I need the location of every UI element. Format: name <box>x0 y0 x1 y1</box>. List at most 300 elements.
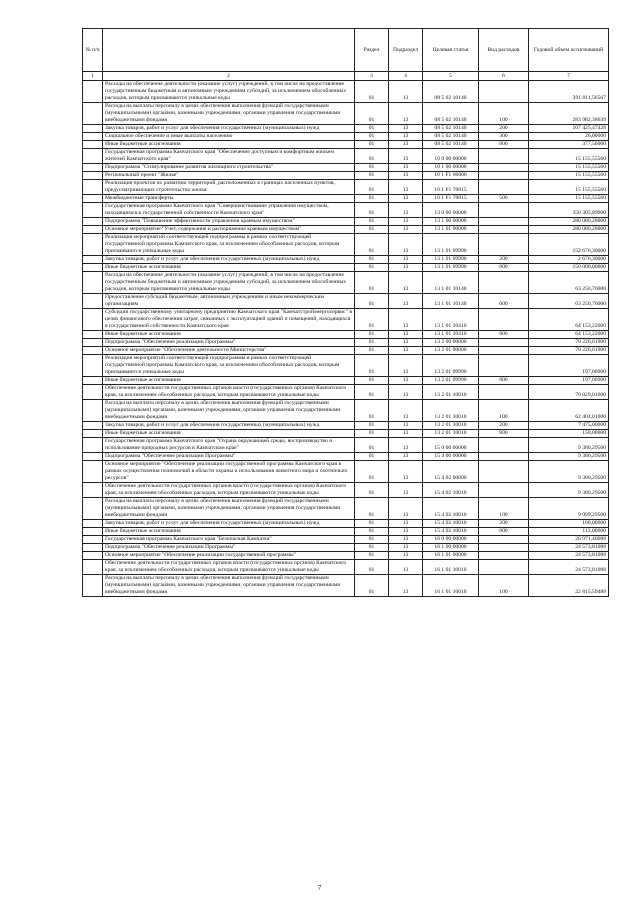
row-razdel: 01 <box>355 195 389 203</box>
row-amount: 63 250,76000 <box>529 294 609 309</box>
row-num <box>83 164 103 172</box>
header-razdel: Раздел <box>355 29 389 72</box>
row-podrazdel: 13 <box>389 377 423 385</box>
row-name: Обеспечение деятельности государственных органов власти (государственных органов) Камчатского края, за исключением обособленных расходов, которым присваиваются уникальные коды <box>103 483 355 498</box>
header-target-article: Целевая статья <box>423 29 479 72</box>
table-row <box>83 125 609 133</box>
row-num <box>83 400 103 422</box>
row-expense-type: 300 <box>479 133 529 141</box>
row-num <box>83 498 103 520</box>
row-podrazdel: 13 <box>389 294 423 309</box>
row-podrazdel: 13 <box>389 203 423 218</box>
row-name: Закупка товаров, работ и услуг для обеспечения государственных (муниципальных) нужд <box>103 422 355 430</box>
row-amount: 15 155,55560 <box>529 195 609 203</box>
row-razdel: 01 <box>355 461 389 483</box>
row-razdel: 01 <box>355 453 389 461</box>
row-expense-type <box>479 483 529 498</box>
row-podrazdel: 13 <box>389 520 423 528</box>
row-target-article: 13 1 01 09990 <box>423 234 479 256</box>
row-podrazdel: 13 <box>389 234 423 256</box>
row-podrazdel: 13 <box>389 536 423 544</box>
row-amount: 283 982,38639 <box>529 103 609 125</box>
row-name: Подпрограмма "Обеспечение реализации Программы" <box>103 339 355 347</box>
table-row <box>83 309 609 331</box>
row-num <box>83 528 103 536</box>
row-target-article: 16 0 00 00000 <box>423 536 479 544</box>
row-amount: 150 000,00000 <box>529 264 609 272</box>
row-num <box>83 552 103 560</box>
row-razdel: 01 <box>355 355 389 377</box>
row-podrazdel: 13 <box>389 339 423 347</box>
table-row <box>83 195 609 203</box>
row-podrazdel: 13 <box>389 226 423 234</box>
row-num <box>83 125 103 133</box>
row-razdel: 01 <box>355 560 389 575</box>
row-target-article: 08 5 02 10140 <box>423 125 479 133</box>
header-name <box>103 29 355 72</box>
row-target-article: 15 4 02 10010 <box>423 498 479 520</box>
row-target-article: 13 1 01 09990 <box>423 264 479 272</box>
row-amount: 9 380,29500 <box>529 483 609 498</box>
row-num <box>83 172 103 180</box>
row-amount: 197,60900 <box>529 377 609 385</box>
row-amount: 113,00000 <box>529 528 609 536</box>
row-razdel: 01 <box>355 309 389 331</box>
row-num <box>83 355 103 377</box>
table-row <box>83 453 609 461</box>
row-target-article: 15 4 02 10010 <box>423 483 479 498</box>
row-name: Подпрограмма "Обеспечение реализации Программы" <box>103 544 355 552</box>
row-target-article: 10 1 F1 00000 <box>423 172 479 180</box>
row-name: Социальное обеспечение и иные выплаты населению <box>103 133 355 141</box>
row-num <box>83 483 103 498</box>
row-name: Иные бюджетные ассигнования <box>103 377 355 385</box>
row-num <box>83 377 103 385</box>
row-amount: 9 380,29500 <box>529 438 609 453</box>
row-num <box>83 339 103 347</box>
row-podrazdel: 13 <box>389 180 423 195</box>
row-razdel: 01 <box>355 331 389 339</box>
row-name: Основное мероприятие "Обеспечение реализации государственной программы" <box>103 552 355 560</box>
row-amount: 24 573,81088 <box>529 544 609 552</box>
row-razdel: 01 <box>355 438 389 453</box>
row-name: Реализация проектов по развитию территорий, расположенных в границах населенных пунктов, предусматривающих строительство жилья <box>103 180 355 195</box>
row-amount: 26,00000 <box>529 133 609 141</box>
row-expense-type: 100 <box>479 103 529 125</box>
row-expense-type: 100 <box>479 575 529 597</box>
row-podrazdel: 13 <box>389 552 423 560</box>
table-row <box>83 498 609 520</box>
row-name: Государственная программа Камчатского края "Охрана окружающей среды, воспроизводство и использование природных ресурсов в Камчатском крае" <box>103 438 355 453</box>
table-row <box>83 483 609 498</box>
row-podrazdel: 13 <box>389 164 423 172</box>
row-num <box>83 520 103 528</box>
row-expense-type <box>479 180 529 195</box>
row-name: Расходы на выплаты персоналу в целях обеспечения выполнения функций государственными (муниципальными) органами, казенными учреждениями, органами управления государственными внебюджетными фондами <box>103 400 355 422</box>
row-amount: 15 155,55560 <box>529 149 609 164</box>
row-razdel: 01 <box>355 264 389 272</box>
row-target-article: 13 2 00 00000 <box>423 339 479 347</box>
row-razdel: 01 <box>355 226 389 234</box>
table-row <box>83 575 609 597</box>
row-podrazdel: 13 <box>389 347 423 355</box>
table-row <box>83 180 609 195</box>
row-razdel: 01 <box>355 422 389 430</box>
row-num <box>83 141 103 149</box>
row-razdel: 01 <box>355 483 389 498</box>
row-podrazdel: 13 <box>389 195 423 203</box>
table-row <box>83 536 609 544</box>
row-expense-type <box>479 203 529 218</box>
row-razdel: 01 <box>355 339 389 347</box>
row-podrazdel: 13 <box>389 498 423 520</box>
table-row <box>83 141 609 149</box>
row-expense-type: 800 <box>479 430 529 438</box>
row-amount: 7 475,00000 <box>529 422 609 430</box>
row-amount: 64 153,22000 <box>529 309 609 331</box>
row-target-article: 13 2 01 00000 <box>423 347 479 355</box>
row-amount: 377,50000 <box>529 141 609 149</box>
row-name: Расходы на выплаты персоналу в целях обеспечения выполнения функций государственными (муниципальными) органами, казенными учреждениями, органами управления государственными внебюджетными фондами <box>103 575 355 597</box>
row-name: Закупка товаров, работ и услуг для обеспечения государственных (муниципальных) нужд <box>103 125 355 133</box>
row-num <box>83 256 103 264</box>
row-expense-type <box>479 234 529 256</box>
table-row <box>83 339 609 347</box>
row-target-article: 13 2 01 09990 <box>423 377 479 385</box>
row-podrazdel: 13 <box>389 385 423 400</box>
row-target-article: 15 4 00 00000 <box>423 453 479 461</box>
row-podrazdel: 13 <box>389 149 423 164</box>
column-number-row <box>83 72 609 81</box>
row-name: Закупка товаров, работ и услуг для обеспечения государственных (муниципальных) нужд <box>103 520 355 528</box>
row-expense-type: 200 <box>479 256 529 264</box>
table-row <box>83 81 609 103</box>
row-target-article: 13 2 01 10010 <box>423 385 479 400</box>
row-target-article: 16 1 01 10010 <box>423 560 479 575</box>
row-amount: 280 080,28000 <box>529 226 609 234</box>
row-target-article: 15 0 00 00000 <box>423 438 479 453</box>
row-num <box>83 218 103 226</box>
column-number: 5 <box>423 72 479 81</box>
row-expense-type: 800 <box>479 264 529 272</box>
row-amount: 63 250,76000 <box>529 272 609 294</box>
row-podrazdel: 13 <box>389 483 423 498</box>
row-target-article: 13 2 01 09990 <box>423 355 479 377</box>
row-expense-type <box>479 438 529 453</box>
row-num <box>83 195 103 203</box>
row-num <box>83 264 103 272</box>
row-num <box>83 294 103 309</box>
row-name: Основное мероприятие "Обеспечение реализации государственной программы Камчатского края в рамках осуществления полномочий в области охраны и использования животного мира и охотничьих ресурсов" <box>103 461 355 483</box>
table-row <box>83 272 609 294</box>
row-expense-type <box>479 453 529 461</box>
row-name: Иные бюджетные ассигнования <box>103 141 355 149</box>
row-expense-type: 800 <box>479 331 529 339</box>
row-amount: 15 155,55560 <box>529 180 609 195</box>
row-expense-type <box>479 385 529 400</box>
row-razdel: 01 <box>355 552 389 560</box>
row-target-article: 10 1 F1 70015 <box>423 180 479 195</box>
row-target-article: 10 1 00 00000 <box>423 164 479 172</box>
row-amount: 9 380,29500 <box>529 461 609 483</box>
row-razdel: 01 <box>355 141 389 149</box>
header-num: № п/п <box>83 29 103 72</box>
row-razdel: 01 <box>355 544 389 552</box>
table-row <box>83 234 609 256</box>
budget-table-page <box>82 28 608 597</box>
row-num <box>83 180 103 195</box>
row-num <box>83 536 103 544</box>
table-row <box>83 203 609 218</box>
row-amount: 70 029,01000 <box>529 385 609 400</box>
row-podrazdel: 13 <box>389 103 423 125</box>
row-expense-type: 100 <box>479 498 529 520</box>
row-name: Государственная программа Камчатского края "Безопасная Камчатка" <box>103 536 355 544</box>
row-expense-type: 200 <box>479 125 529 133</box>
row-razdel: 01 <box>355 272 389 294</box>
row-podrazdel: 13 <box>389 256 423 264</box>
row-expense-type: 600 <box>479 294 529 309</box>
row-target-article: 15 4 02 00000 <box>423 461 479 483</box>
row-num <box>83 385 103 400</box>
row-amount: 280 080,28000 <box>529 218 609 226</box>
table-body <box>83 81 609 597</box>
row-razdel: 01 <box>355 528 389 536</box>
table-row <box>83 461 609 483</box>
row-amount: 9 380,29500 <box>529 453 609 461</box>
row-target-article: 13 0 00 00000 <box>423 203 479 218</box>
row-target-article: 13 1 01 10410 <box>423 331 479 339</box>
column-number: 6 <box>479 72 529 81</box>
row-target-article: 08 5 02 10140 <box>423 81 479 103</box>
table-row <box>83 422 609 430</box>
row-razdel: 01 <box>355 81 389 103</box>
row-razdel: 01 <box>355 377 389 385</box>
row-name: Реализация мероприятий соответствующей подпрограммы в рамках соответствующей государственной программы Камчатского края, за исключением обособленных расходов, которым присваиваются уникальные коды <box>103 234 355 256</box>
table-row <box>83 347 609 355</box>
row-podrazdel: 13 <box>389 141 423 149</box>
row-name: Расходы на выплаты персоналу в целях обеспечения выполнения функций государственными (муниципальными) органами, казенными учреждениями, органами управления государственными внебюджетными фондами <box>103 498 355 520</box>
row-amount: 391 811,56567 <box>529 81 609 103</box>
row-razdel: 01 <box>355 203 389 218</box>
row-expense-type <box>479 164 529 172</box>
row-num <box>83 430 103 438</box>
table-row <box>83 385 609 400</box>
row-razdel: 01 <box>355 218 389 226</box>
row-name: Иные бюджетные ассигнования <box>103 430 355 438</box>
row-name: Подпрограмма "Повышение эффективности управления краевым имуществом" <box>103 218 355 226</box>
row-num <box>83 331 103 339</box>
row-num <box>83 438 103 453</box>
row-amount: 15 155,55560 <box>529 164 609 172</box>
row-expense-type <box>479 309 529 331</box>
row-podrazdel: 13 <box>389 172 423 180</box>
row-podrazdel: 13 <box>389 430 423 438</box>
row-amount: 26 971,40088 <box>529 536 609 544</box>
row-razdel: 01 <box>355 385 389 400</box>
row-target-article: 08 5 02 10140 <box>423 103 479 125</box>
header-annual-amount: Годовой объем ассигнований <box>529 29 609 72</box>
row-razdel: 01 <box>355 256 389 264</box>
row-razdel: 01 <box>355 172 389 180</box>
row-target-article: 13 1 01 10140 <box>423 272 479 294</box>
row-num <box>83 203 103 218</box>
row-podrazdel: 13 <box>389 544 423 552</box>
column-number: 7 <box>529 72 609 81</box>
row-podrazdel: 13 <box>389 133 423 141</box>
table-row <box>83 544 609 552</box>
row-expense-type <box>479 226 529 234</box>
row-name: Государственная программа Камчатского края "Обеспечение доступным и комфортным жильем жителей Камчатского края" <box>103 149 355 164</box>
row-razdel: 01 <box>355 498 389 520</box>
row-podrazdel: 13 <box>389 218 423 226</box>
row-target-article: 13 2 01 10010 <box>423 430 479 438</box>
table-row <box>83 172 609 180</box>
column-number: 4 <box>389 72 423 81</box>
page-number: 7 <box>317 884 322 892</box>
row-name: Субсидия государственному унитарному предприятию Камчатского края "Камчатстройэнергосервис" в целях финансового обеспечения затрат, связанных с эксплуатацией зданий и помещений, находящихся в государственной собственности Камчатского края <box>103 309 355 331</box>
row-expense-type: 100 <box>479 400 529 422</box>
row-razdel: 01 <box>355 347 389 355</box>
row-razdel: 01 <box>355 149 389 164</box>
row-num <box>83 149 103 164</box>
row-name: Предоставление субсидий бюджетным, автономным учреждениям и иным некоммерческим организациям <box>103 294 355 309</box>
table-row <box>83 528 609 536</box>
table-row <box>83 256 609 264</box>
row-amount: 22 815,59488 <box>529 575 609 597</box>
row-expense-type <box>479 172 529 180</box>
row-expense-type: 800 <box>479 528 529 536</box>
row-num <box>83 226 103 234</box>
row-num <box>83 544 103 552</box>
row-expense-type <box>479 81 529 103</box>
row-name: Обеспечение деятельности государственных органов власти (государственных органов) Камчатского края, за исключением обособленных расходов, которым присваиваются уникальные коды <box>103 385 355 400</box>
row-name: Основное мероприятие "Учет, содержание и распоряжение краевым имуществом" <box>103 226 355 234</box>
row-expense-type <box>479 149 529 164</box>
row-expense-type <box>479 218 529 226</box>
row-expense-type <box>479 552 529 560</box>
table-row <box>83 552 609 560</box>
row-podrazdel: 13 <box>389 400 423 422</box>
row-expense-type <box>479 355 529 377</box>
row-name: Обеспечение деятельности государственных органов власти (государственных органов) Камчатского края, за исключением обособленных расходов, которым присваиваются уникальные коды <box>103 560 355 575</box>
row-podrazdel: 13 <box>389 331 423 339</box>
row-expense-type <box>479 272 529 294</box>
row-name: Иные бюджетные ассигнования <box>103 331 355 339</box>
table-row <box>83 103 609 125</box>
row-amount: 9 099,29500 <box>529 498 609 520</box>
row-podrazdel: 13 <box>389 560 423 575</box>
row-target-article: 13 1 00 00000 <box>423 218 479 226</box>
row-expense-type: 500 <box>479 195 529 203</box>
table-row <box>83 377 609 385</box>
row-num <box>83 461 103 483</box>
table-row <box>83 133 609 141</box>
budget-table <box>82 28 609 597</box>
row-podrazdel: 13 <box>389 422 423 430</box>
table-row <box>83 226 609 234</box>
row-num <box>83 575 103 597</box>
table-row <box>83 520 609 528</box>
row-name: Подпрограмма "Обеспечение реализации Программы" <box>103 453 355 461</box>
row-name: Реализация мероприятий соответствующей подпрограммы в рамках соответствующей государственной программы Камчатского края, за исключением обособленных расходов, которым присваиваются уникальные коды <box>103 355 355 377</box>
row-target-article: 16 1 01 00000 <box>423 552 479 560</box>
row-razdel: 01 <box>355 430 389 438</box>
row-name: Иные бюджетные ассигнования <box>103 264 355 272</box>
row-num <box>83 272 103 294</box>
table-row <box>83 331 609 339</box>
row-amount: 2 676,30000 <box>529 256 609 264</box>
row-num <box>83 453 103 461</box>
row-name: Основное мероприятие "Обеспечение деятельности Министерства" <box>103 347 355 355</box>
row-num <box>83 309 103 331</box>
row-razdel: 01 <box>355 575 389 597</box>
column-number: 3 <box>355 72 389 81</box>
row-name: Расходы на выплаты персоналу в целях обеспечения выполнения функций государственными (муниципальными) органами, казенными учреждениями, органами управления государственными внебюджетными фондами <box>103 103 355 125</box>
row-name: Закупка товаров, работ и услуг для обеспечения государственных (муниципальных) нужд <box>103 256 355 264</box>
row-expense-type <box>479 560 529 575</box>
row-name: Иные бюджетные ассигнования <box>103 528 355 536</box>
row-expense-type <box>479 536 529 544</box>
column-number: 2 <box>103 72 355 81</box>
row-amount: 197,60900 <box>529 355 609 377</box>
row-amount: 152 676,30000 <box>529 234 609 256</box>
row-expense-type: 200 <box>479 520 529 528</box>
row-amount: 70 226,61900 <box>529 347 609 355</box>
row-expense-type <box>479 461 529 483</box>
row-target-article: 16 1 01 10010 <box>423 575 479 597</box>
row-expense-type <box>479 339 529 347</box>
row-name: Межбюджетные трансферты <box>103 195 355 203</box>
row-target-article: 08 5 02 10140 <box>423 133 479 141</box>
table-row <box>83 560 609 575</box>
row-num <box>83 347 103 355</box>
row-target-article: 10 1 F1 70015 <box>423 195 479 203</box>
row-razdel: 01 <box>355 234 389 256</box>
row-expense-type: 800 <box>479 377 529 385</box>
row-expense-type <box>479 544 529 552</box>
row-expense-type <box>479 347 529 355</box>
row-amount: 24 573,81088 <box>529 552 609 560</box>
row-amount: 168,00000 <box>529 520 609 528</box>
row-target-article: 16 1 00 00000 <box>423 544 479 552</box>
row-num <box>83 81 103 103</box>
row-num <box>83 234 103 256</box>
row-amount: 70 226,61900 <box>529 339 609 347</box>
row-target-article: 13 1 01 10410 <box>423 309 479 331</box>
row-podrazdel: 13 <box>389 528 423 536</box>
table-row <box>83 400 609 422</box>
table-row <box>83 355 609 377</box>
row-amount: 107 425,47428 <box>529 125 609 133</box>
row-amount: 24 573,81088 <box>529 560 609 575</box>
row-amount: 62 404,01000 <box>529 400 609 422</box>
row-podrazdel: 13 <box>389 438 423 453</box>
row-razdel: 01 <box>355 400 389 422</box>
column-number: 1 <box>83 72 103 81</box>
table-row <box>83 294 609 309</box>
row-target-article: 13 1 01 09990 <box>423 256 479 264</box>
row-amount: 150,00000 <box>529 430 609 438</box>
row-razdel: 01 <box>355 536 389 544</box>
table-row <box>83 149 609 164</box>
header-podrazdel: Подраздел <box>389 29 423 72</box>
row-amount: 350 305,89900 <box>529 203 609 218</box>
row-num <box>83 422 103 430</box>
row-podrazdel: 13 <box>389 81 423 103</box>
row-target-article: 13 1 01 00000 <box>423 226 479 234</box>
row-name: Подпрограмма "Стимулирование развития жилищного строительства" <box>103 164 355 172</box>
